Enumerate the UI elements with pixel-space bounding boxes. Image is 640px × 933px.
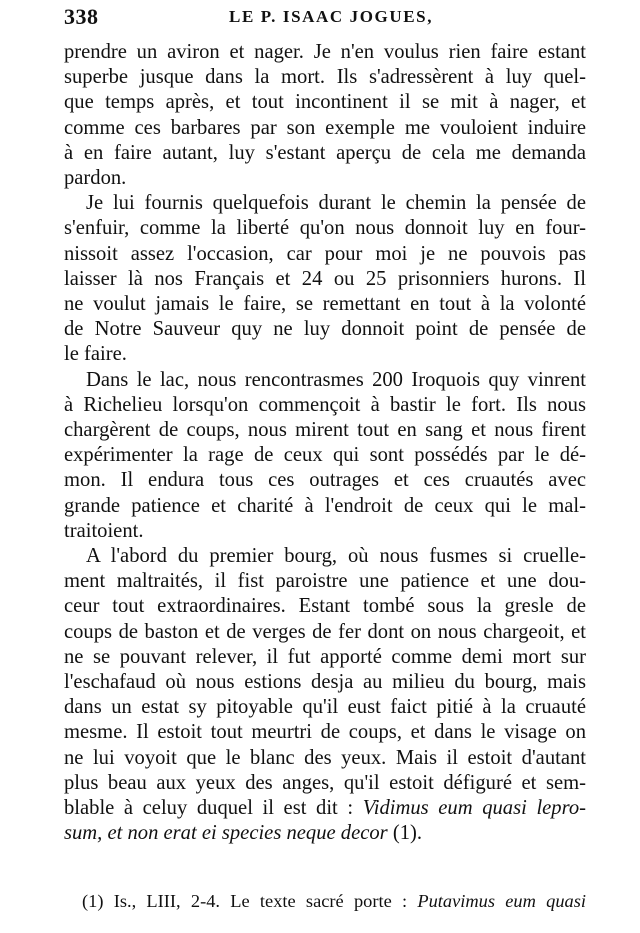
paragraph-1 bbox=[64, 40, 586, 191]
text-line: de Notre Sauveur quy ne luy donnoit point de pensée de bbox=[64, 318, 586, 341]
footnote bbox=[82, 889, 586, 913]
latin-quotation: sum, et non erat ei species neque decor bbox=[64, 822, 388, 845]
footnote-latin: Putavimus eum quasi bbox=[417, 891, 586, 911]
text-line: s'enfuir, comme la liberté qu'on nous donnoit luy en four- bbox=[64, 217, 586, 240]
text-line: dans un estat sy pitoyable qu'il eust faict pitié à la cruauté bbox=[64, 696, 586, 719]
text-line: l'eschafaud où nous estions desja au milieu du bourg, mais bbox=[64, 671, 586, 694]
text-line: laisser là nos Français et 24 ou 25 prisonniers hurons. Il bbox=[64, 267, 586, 290]
text-line-mixed bbox=[64, 796, 586, 821]
page-header bbox=[64, 4, 586, 34]
text-line: grande patience et charité à l'endroit de ceux qui le mal- bbox=[64, 494, 586, 517]
text-line: plus beau aux yeux des anges, qu'il estoit défiguré et sem- bbox=[64, 771, 586, 794]
latin-quotation: Vidimus eum quasi lepro- bbox=[362, 797, 586, 820]
body-text bbox=[64, 40, 586, 847]
text-line: ment maltraités, il fist paroistre une patience et une dou- bbox=[64, 570, 586, 593]
footnote-text: (1) Is., LIII, 2-4. Le texte sacré porte : bbox=[82, 891, 418, 911]
text-line: le faire. bbox=[64, 343, 127, 366]
text-line: traitoient. bbox=[64, 519, 144, 542]
text-line: Dans le lac, nous rencontrasmes 200 Iroquois quy vinrent bbox=[86, 368, 586, 391]
text-line: à Richelieu lorsqu'on commençoit à bastir le fort. Ils nous bbox=[64, 393, 586, 416]
text-line: Je lui fournis quelquefois durant le chemin la pensée de bbox=[86, 192, 586, 215]
paragraph-2 bbox=[64, 191, 586, 367]
text-line: A l'abord du premier bourg, où nous fusmes si cruelle- bbox=[86, 545, 586, 568]
text-line: chargèrent de coups, nous mirent tout en sang et nous firent bbox=[64, 419, 586, 442]
text-line: mesme. Il estoit tout meurtri de coups, et dans le visage on bbox=[64, 721, 586, 744]
footnote-reference: (1). bbox=[387, 822, 423, 845]
text-line: ne se pouvant relever, il fut apporté comme demi mort sur bbox=[64, 645, 586, 668]
text-line: coups de baston et de verges de fer dont on nous chargeoit, et bbox=[64, 620, 586, 643]
text-line: superbe jusque dans la mort. Ils s'adressèrent à luy quel- bbox=[64, 66, 586, 89]
text-line: mon. Il endura tous ces outrages et ces cruautés avec bbox=[64, 469, 586, 492]
text-line: prendre un aviron et nager. Je n'en voulus rien faire estant bbox=[64, 41, 586, 63]
text-line: nissoit assez l'occasion, car pour moi je ne pouvois pas bbox=[64, 242, 586, 265]
text-line: à en faire autant, luy s'estant aperçu de cela me demanda bbox=[64, 141, 586, 164]
text-line: comme ces barbares par son exemple me vouloient induire bbox=[64, 116, 586, 139]
paragraph-4 bbox=[64, 544, 586, 846]
text-line: que temps après, et tout incontinent il se mit à nager, et bbox=[64, 91, 586, 114]
text-line: ne voulut jamais le faire, se remettant en tout à la volonté bbox=[64, 293, 586, 316]
paragraph-3 bbox=[64, 368, 586, 544]
text-line: pardon. bbox=[64, 167, 127, 190]
text-line: expérimenter la rage de ceux qui sont possédés par le dé- bbox=[64, 444, 586, 467]
text-run: blable à celuy duquel il est dit : bbox=[64, 797, 363, 820]
text-line: ceur tout extraordinaires. Estant tombé sous la gresle de bbox=[64, 595, 586, 618]
running-head: LE P. ISAAC JOGUES, bbox=[229, 7, 434, 26]
page-number: 338 bbox=[64, 4, 99, 29]
text-line-mixed bbox=[64, 821, 586, 846]
text-line: ne lui voyoit que le blanc des yeux. Mais il estoit d'autant bbox=[64, 746, 586, 769]
